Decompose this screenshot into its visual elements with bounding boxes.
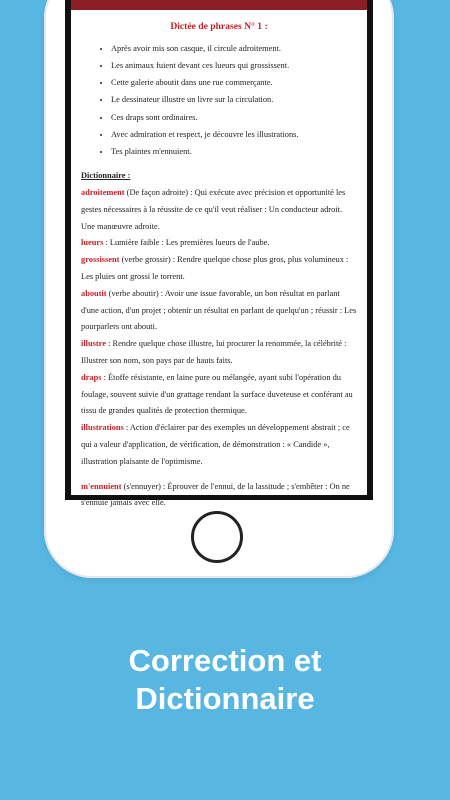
spacer — [81, 471, 357, 479]
entry-term: aboutit — [81, 288, 107, 298]
entry-term: grossissent — [81, 255, 120, 265]
entry-term: illustrations — [81, 423, 124, 433]
sentence-list — [81, 40, 357, 160]
sentence-item: • Les animaux fuient devant ces lueurs qui grossissent. — [111, 57, 357, 74]
dictionary-entry — [81, 252, 357, 286]
sentence-item: • Cette galerie aboutit dans une rue commerçante. — [111, 74, 357, 91]
sentence-item: • Après avoir mis son casque, il circule adroitement. — [111, 40, 357, 57]
header-bar — [71, 0, 367, 10]
entry-term: draps — [81, 372, 102, 382]
dictionary-entry — [81, 286, 357, 336]
dictionary-entry — [81, 185, 357, 235]
sentence-item: • Ces draps sont ordinaires. — [111, 109, 357, 126]
entry-definition: (verbe grossir) : Rendre quelque chose plus gros, plus volumineux : Les pluies ont grossi le torrent. — [81, 255, 349, 281]
entry-term: lueurs — [81, 238, 104, 248]
entry-term: illustre — [81, 339, 106, 349]
dictionary-entry — [81, 420, 357, 470]
phone-screen — [65, 0, 373, 508]
dictionary-entry — [81, 235, 357, 252]
dictionary-entry — [81, 336, 357, 370]
entry-definition: (De façon adroite) : Qui exécute avec précision et opportunité les gestes nécessaires à la réussite de ce qu'il veut réaliser : Un conducteur adroit. Une manœuvre adroite. — [81, 188, 346, 231]
entry-definition: (s'ennuyer) : Éprouver de l'ennui, de la lassitude ; s'embêter : On ne s'ennuie jamais avec elle. — [81, 481, 350, 508]
entry-definition: : Étoffe résistante, en laine pure ou mélangée, ayant subi l'opération du foulage, souvent suivie d'un grattage rendant la surface duveteuse et conférant au tissu de grandes qualités de protection thermique. — [81, 372, 353, 416]
entry-term: m'ennuient — [81, 481, 122, 491]
entry-definition: : Action d'éclairer par des exemples un développement abstrait ; ce qui a valeur d'application, de vérification, de démonstration : « Candide », illustration plaisante de l'optimisme. — [81, 423, 350, 466]
entry-definition: (verbe aboutir) : Avoir une issue favorable, un bon résultat en parlant d'une action, d'un projet ; obtenir un résultat en parlant de quelqu'un ; réussir : Les pourparlers ont abouti. — [81, 288, 357, 332]
dictionary-heading: Dictionnaire : — [81, 171, 131, 181]
caption-line-2: Dictionnaire — [135, 681, 315, 716]
home-button-icon[interactable] — [191, 511, 243, 563]
sentence-item: • Avec admiration et respect, je découvre les illustrations. — [111, 126, 357, 143]
sentence-item: • Le dessinateur illustre un livre sur la circulation. — [111, 91, 357, 108]
lesson-title: Dictée de phrases N° 1 : — [170, 21, 268, 32]
dictionary-entry — [81, 479, 357, 513]
promo-caption — [0, 642, 450, 718]
caption-line-1: Correction et — [128, 643, 322, 678]
entry-definition: : Lumière faible : Les premières lueurs de l'aube. — [103, 238, 270, 248]
dictionary-entry — [81, 370, 357, 420]
entry-term: adroitement — [81, 188, 125, 198]
sentence-item: • Tes plaintes m'ennuient. — [111, 143, 357, 160]
lesson-content — [71, 19, 367, 512]
entry-definition: : Rendre quelque chose illustre, lui procurer la renommée, la célébrité : Illustrer son nom, son pays par de hauts faits. — [81, 339, 347, 365]
